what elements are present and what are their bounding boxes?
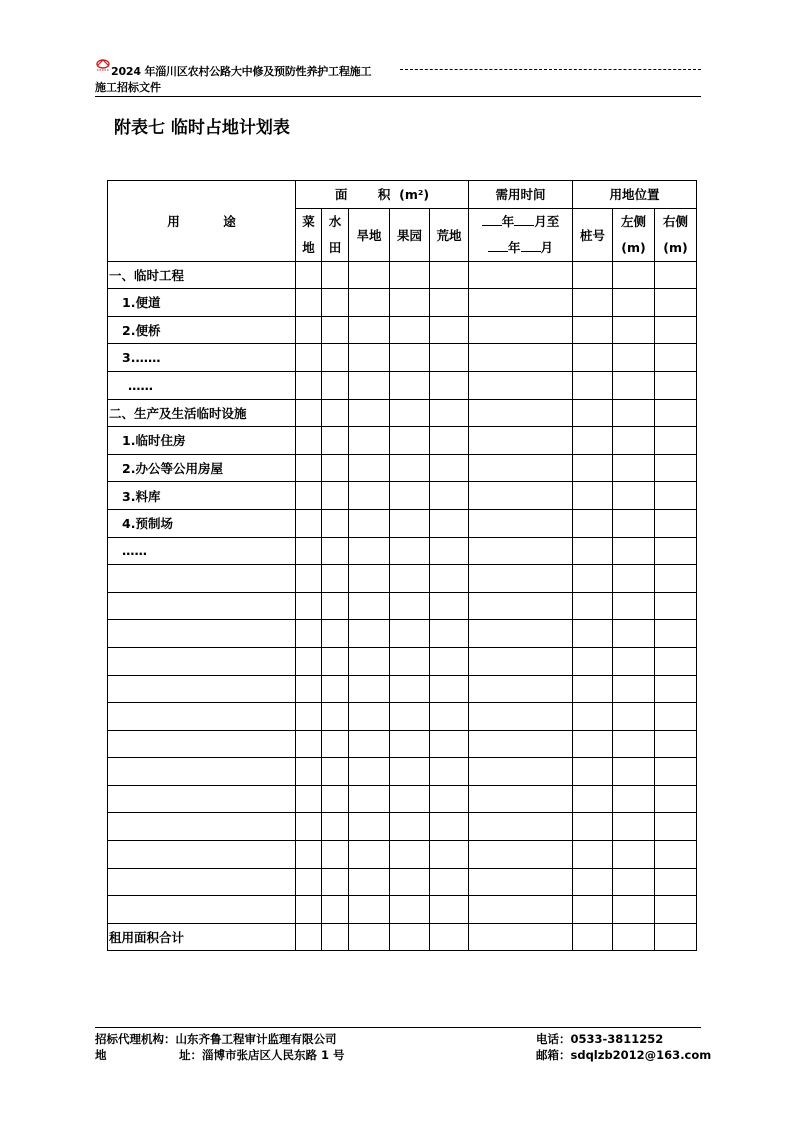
subheader-paddy-field: 水 田 [322, 208, 349, 261]
table-cell[interactable] [613, 675, 655, 703]
page-header [95, 58, 701, 98]
table-cell[interactable] [322, 592, 349, 620]
table-cell[interactable] [322, 703, 349, 731]
table-cell[interactable] [296, 261, 322, 289]
row-label [108, 675, 296, 703]
table-cell[interactable] [469, 730, 573, 758]
table-cell[interactable] [430, 289, 469, 317]
footer-rule [95, 1027, 701, 1028]
table-cell[interactable] [349, 785, 390, 813]
table-cell[interactable] [613, 896, 655, 924]
table-cell[interactable] [573, 482, 613, 510]
table-row [108, 730, 697, 758]
row-label [108, 592, 296, 620]
table-cell[interactable] [390, 316, 430, 344]
table-cell[interactable] [430, 316, 469, 344]
row-label [108, 647, 296, 675]
table-cell[interactable] [390, 675, 430, 703]
table-cell[interactable] [322, 868, 349, 896]
table-cell[interactable] [349, 289, 390, 317]
table-cell[interactable] [655, 675, 697, 703]
table-cell[interactable] [613, 289, 655, 317]
table-cell[interactable] [655, 427, 697, 455]
subheader-left-side: 左侧 (m) [613, 208, 655, 261]
table-row [108, 785, 697, 813]
table-cell[interactable] [573, 758, 613, 786]
table-cell[interactable] [469, 758, 573, 786]
table-cell[interactable] [296, 371, 322, 399]
table-cell[interactable] [322, 289, 349, 317]
table-cell[interactable] [430, 758, 469, 786]
table-cell[interactable] [296, 344, 322, 372]
table-total-row [108, 923, 697, 951]
row-label [108, 703, 296, 731]
row-label [108, 565, 296, 593]
table-cell[interactable] [349, 592, 390, 620]
table-cell[interactable] [655, 537, 697, 565]
table-row [108, 289, 697, 317]
table-cell[interactable] [390, 896, 430, 924]
footer-email: 邮箱：sdqlzb2012@163.com [536, 1048, 712, 1062]
row-label [108, 896, 296, 924]
table-cell[interactable] [655, 565, 697, 593]
table-cell[interactable] [430, 675, 469, 703]
table-cell[interactable] [296, 509, 322, 537]
table-row [108, 261, 697, 289]
table-cell[interactable] [390, 703, 430, 731]
table-cell[interactable] [469, 647, 573, 675]
table-cell[interactable] [573, 454, 613, 482]
table-cell[interactable] [296, 592, 322, 620]
table-cell[interactable] [573, 868, 613, 896]
table-cell[interactable] [322, 620, 349, 648]
table-cell[interactable] [655, 482, 697, 510]
table-cell[interactable] [469, 509, 573, 537]
table-cell[interactable] [469, 344, 573, 372]
table-cell[interactable] [390, 371, 430, 399]
table-cell[interactable] [296, 868, 322, 896]
table-row [108, 758, 697, 786]
table-cell[interactable] [430, 785, 469, 813]
table-cell[interactable] [469, 565, 573, 593]
table-cell[interactable] [613, 758, 655, 786]
table-cell[interactable] [655, 730, 697, 758]
table-cell[interactable] [296, 785, 322, 813]
table-cell[interactable] [613, 261, 655, 289]
table-cell[interactable] [296, 482, 322, 510]
row-label [108, 841, 296, 869]
table-cell[interactable] [349, 427, 390, 455]
table-cell[interactable] [613, 813, 655, 841]
table-cell[interactable] [469, 675, 573, 703]
header-use: 用 途 [108, 181, 296, 262]
subheader-time-range: 年 月至 年 月 [469, 208, 573, 261]
table-cell[interactable] [322, 261, 349, 289]
table-cell[interactable] [322, 841, 349, 869]
table-cell[interactable] [469, 703, 573, 731]
row-label [108, 813, 296, 841]
table-cell[interactable] [430, 896, 469, 924]
table-row [108, 509, 697, 537]
row-label [108, 730, 296, 758]
table-cell[interactable] [296, 620, 322, 648]
table-cell[interactable] [655, 703, 697, 731]
table-cell[interactable] [573, 675, 613, 703]
table-cell[interactable] [655, 868, 697, 896]
table-cell[interactable] [613, 537, 655, 565]
table-cell[interactable] [349, 841, 390, 869]
table-row [108, 316, 697, 344]
table-cell[interactable] [430, 620, 469, 648]
table-cell[interactable] [469, 896, 573, 924]
row-label: 3.…… [108, 344, 296, 372]
table-cell[interactable] [469, 316, 573, 344]
table-cell[interactable] [469, 261, 573, 289]
table-cell[interactable] [613, 482, 655, 510]
table-cell[interactable] [430, 868, 469, 896]
table-cell[interactable] [573, 647, 613, 675]
table-cell[interactable] [296, 813, 322, 841]
table-cell[interactable] [349, 896, 390, 924]
header-location: 用地位置 [573, 181, 697, 209]
header-document-type: 施工招标文件 [95, 81, 161, 94]
table-cell[interactable] [655, 261, 697, 289]
table-cell[interactable] [390, 261, 430, 289]
table-cell[interactable] [390, 813, 430, 841]
table-cell[interactable] [573, 565, 613, 593]
table-cell[interactable] [613, 730, 655, 758]
table-cell[interactable] [469, 289, 573, 317]
table-cell[interactable] [655, 344, 697, 372]
table-cell[interactable] [390, 454, 430, 482]
table-cell[interactable] [296, 647, 322, 675]
table-body [108, 261, 697, 923]
row-label: 一、临时工程 [108, 261, 296, 289]
footer-address: 地 址：淄博市张店区人民东路 1 号 [95, 1048, 345, 1062]
table-cell[interactable] [390, 289, 430, 317]
table-cell[interactable] [390, 344, 430, 372]
table-cell[interactable] [322, 730, 349, 758]
table-cell[interactable] [349, 344, 390, 372]
row-label: 2.便桥 [108, 316, 296, 344]
table-cell[interactable] [322, 509, 349, 537]
row-label: 4.预制场 [108, 509, 296, 537]
table-cell[interactable] [322, 647, 349, 675]
table-row [108, 482, 697, 510]
table-cell[interactable] [349, 813, 390, 841]
header-project-title: 2024 年淄川区农村公路大中修及预防性养护工程施工 [111, 65, 372, 78]
table-row [108, 537, 697, 565]
table-cell[interactable] [469, 454, 573, 482]
table-cell[interactable] [296, 896, 322, 924]
table-cell[interactable] [390, 730, 430, 758]
table-row [108, 565, 697, 593]
subheader-orchard: 果园 [390, 208, 430, 261]
table-cell[interactable] [613, 565, 655, 593]
table-cell[interactable] [390, 565, 430, 593]
table-cell[interactable] [390, 620, 430, 648]
table-cell[interactable] [296, 316, 322, 344]
table-cell[interactable] [469, 813, 573, 841]
footer-phone: 电话：0533-3811252 [536, 1032, 664, 1046]
table-row [108, 399, 697, 427]
table-cell[interactable] [613, 344, 655, 372]
table-cell[interactable] [430, 592, 469, 620]
table-cell[interactable] [613, 371, 655, 399]
table-cell[interactable] [349, 261, 390, 289]
footer-agency: 招标代理机构：山东齐鲁工程审计监理有限公司 [95, 1032, 337, 1046]
table-cell[interactable] [573, 316, 613, 344]
table-cell[interactable] [613, 509, 655, 537]
row-label [108, 758, 296, 786]
table-cell[interactable] [296, 841, 322, 869]
table-cell[interactable] [573, 344, 613, 372]
row-label: 2.办公等公用房屋 [108, 454, 296, 482]
table-cell[interactable] [613, 316, 655, 344]
table-cell[interactable] [469, 841, 573, 869]
table-cell[interactable] [430, 730, 469, 758]
table-row [108, 868, 697, 896]
table-cell[interactable] [573, 399, 613, 427]
table-cell[interactable] [349, 537, 390, 565]
row-label: …… [108, 371, 296, 399]
table-cell[interactable] [613, 592, 655, 620]
table-cell[interactable] [613, 399, 655, 427]
table-row [108, 896, 697, 924]
table-cell[interactable] [322, 427, 349, 455]
table-cell[interactable] [573, 841, 613, 869]
table-cell[interactable] [430, 454, 469, 482]
subheader-dry-land: 旱地 [349, 208, 390, 261]
row-label [108, 620, 296, 648]
table-cell[interactable] [655, 399, 697, 427]
table-cell[interactable] [469, 537, 573, 565]
table-cell[interactable] [573, 261, 613, 289]
header-area: 面 积 (m²) [296, 181, 469, 209]
table-cell[interactable] [390, 758, 430, 786]
table-cell[interactable] [430, 841, 469, 869]
table-cell[interactable] [349, 703, 390, 731]
table-cell[interactable] [655, 813, 697, 841]
table-cell[interactable] [322, 675, 349, 703]
table-cell[interactable] [655, 785, 697, 813]
table-cell[interactable] [296, 675, 322, 703]
table-cell[interactable] [573, 537, 613, 565]
table-cell[interactable] [573, 289, 613, 317]
table-cell[interactable] [613, 620, 655, 648]
subheader-vegetable-land: 菜 地 [296, 208, 322, 261]
subheader-stake-number: 桩号 [573, 208, 613, 261]
table-cell[interactable] [349, 565, 390, 593]
table-cell[interactable] [296, 565, 322, 593]
subheader-right-side: 右侧 (m) [655, 208, 697, 261]
table-cell[interactable] [469, 399, 573, 427]
table-cell[interactable] [296, 427, 322, 455]
table-cell[interactable] [430, 482, 469, 510]
row-label: 二、生产及生活临时设施 [108, 399, 296, 427]
subheader-wasteland: 荒地 [430, 208, 469, 261]
table-cell[interactable] [655, 371, 697, 399]
table-cell[interactable] [613, 841, 655, 869]
table-row [108, 813, 697, 841]
table-cell[interactable] [430, 261, 469, 289]
table-cell[interactable] [390, 482, 430, 510]
table-cell[interactable] [349, 371, 390, 399]
table-cell[interactable] [655, 289, 697, 317]
table-cell[interactable] [573, 427, 613, 455]
table-cell[interactable] [573, 592, 613, 620]
table-cell[interactable] [613, 785, 655, 813]
table-cell[interactable] [613, 868, 655, 896]
row-label: …… [108, 537, 296, 565]
table-cell[interactable] [469, 427, 573, 455]
table-cell[interactable] [655, 758, 697, 786]
table-cell[interactable] [573, 813, 613, 841]
table-cell[interactable] [349, 647, 390, 675]
row-label: 1.便道 [108, 289, 296, 317]
table-cell[interactable] [390, 868, 430, 896]
table-cell[interactable] [390, 647, 430, 675]
table-cell[interactable] [655, 316, 697, 344]
table-row [108, 427, 697, 455]
table-cell[interactable] [655, 454, 697, 482]
table-row [108, 841, 697, 869]
table-cell[interactable] [573, 371, 613, 399]
table-row [108, 703, 697, 731]
page-title: 附表七 临时占地计划表 [114, 118, 290, 138]
table-cell[interactable] [322, 813, 349, 841]
table-cell[interactable] [573, 620, 613, 648]
table-cell[interactable] [430, 703, 469, 731]
row-label [108, 785, 296, 813]
table-cell[interactable] [469, 482, 573, 510]
total-label: 租用面积合计 [108, 923, 296, 951]
table-cell[interactable] [390, 537, 430, 565]
table-cell[interactable] [655, 647, 697, 675]
table-cell[interactable] [573, 785, 613, 813]
table-cell[interactable] [390, 509, 430, 537]
table-cell[interactable] [655, 509, 697, 537]
table-row [108, 647, 697, 675]
table-cell[interactable] [655, 841, 697, 869]
table-cell[interactable] [322, 758, 349, 786]
table-cell[interactable] [322, 537, 349, 565]
header-rule [95, 96, 701, 97]
table-row [108, 344, 697, 372]
table-cell[interactable] [322, 896, 349, 924]
table-cell[interactable] [296, 289, 322, 317]
row-label: 1.临时住房 [108, 427, 296, 455]
table-cell[interactable] [469, 371, 573, 399]
table-cell[interactable] [322, 316, 349, 344]
table-cell[interactable] [430, 565, 469, 593]
table-cell[interactable] [655, 896, 697, 924]
table-cell[interactable] [322, 565, 349, 593]
table-cell[interactable] [430, 371, 469, 399]
table-cell[interactable] [296, 537, 322, 565]
table-cell[interactable] [322, 399, 349, 427]
page-footer [95, 1027, 712, 1062]
table-cell[interactable] [573, 703, 613, 731]
table-cell[interactable] [390, 785, 430, 813]
row-label: 3.料库 [108, 482, 296, 510]
table-cell[interactable] [430, 537, 469, 565]
table-cell[interactable] [430, 344, 469, 372]
table-cell[interactable] [296, 758, 322, 786]
row-label [108, 868, 296, 896]
table-cell[interactable] [322, 371, 349, 399]
table-cell[interactable] [469, 620, 573, 648]
table-cell[interactable] [349, 482, 390, 510]
table-cell[interactable] [349, 509, 390, 537]
table-cell[interactable] [349, 675, 390, 703]
table-cell[interactable] [322, 785, 349, 813]
table-cell[interactable] [349, 316, 390, 344]
table-cell[interactable] [390, 592, 430, 620]
table-cell[interactable] [296, 399, 322, 427]
table-cell[interactable] [390, 841, 430, 869]
table-cell[interactable] [613, 454, 655, 482]
table-cell[interactable] [349, 454, 390, 482]
table-cell[interactable] [573, 896, 613, 924]
table-row [108, 592, 697, 620]
table-cell[interactable] [469, 868, 573, 896]
header-time-needed: 需用时间 [469, 181, 573, 209]
table-cell[interactable] [573, 730, 613, 758]
table-cell[interactable] [349, 868, 390, 896]
table-cell[interactable] [430, 427, 469, 455]
company-logo-icon [95, 59, 111, 71]
table-cell[interactable] [613, 703, 655, 731]
table-cell[interactable] [296, 730, 322, 758]
table-cell[interactable] [322, 482, 349, 510]
table-cell[interactable] [430, 647, 469, 675]
table-cell[interactable] [430, 399, 469, 427]
table-cell[interactable] [430, 813, 469, 841]
header-dash-leader [400, 69, 701, 70]
table-cell[interactable] [430, 509, 469, 537]
table-cell[interactable] [613, 647, 655, 675]
table-cell[interactable] [655, 592, 697, 620]
table-cell[interactable] [573, 509, 613, 537]
table-cell[interactable] [349, 620, 390, 648]
table-cell[interactable] [390, 399, 430, 427]
table-row [108, 371, 697, 399]
table-cell[interactable] [322, 344, 349, 372]
table-cell[interactable] [349, 399, 390, 427]
table-cell[interactable] [349, 730, 390, 758]
land-plan-table [107, 180, 697, 951]
table-cell[interactable] [613, 427, 655, 455]
table-cell[interactable] [469, 785, 573, 813]
table-cell[interactable] [469, 592, 573, 620]
table-cell[interactable] [349, 758, 390, 786]
table-row [108, 675, 697, 703]
table-cell[interactable] [655, 620, 697, 648]
table-cell[interactable] [296, 703, 322, 731]
table-cell[interactable] [296, 454, 322, 482]
table-row [108, 620, 697, 648]
table-cell[interactable] [322, 454, 349, 482]
table-cell[interactable] [390, 427, 430, 455]
table-row [108, 454, 697, 482]
